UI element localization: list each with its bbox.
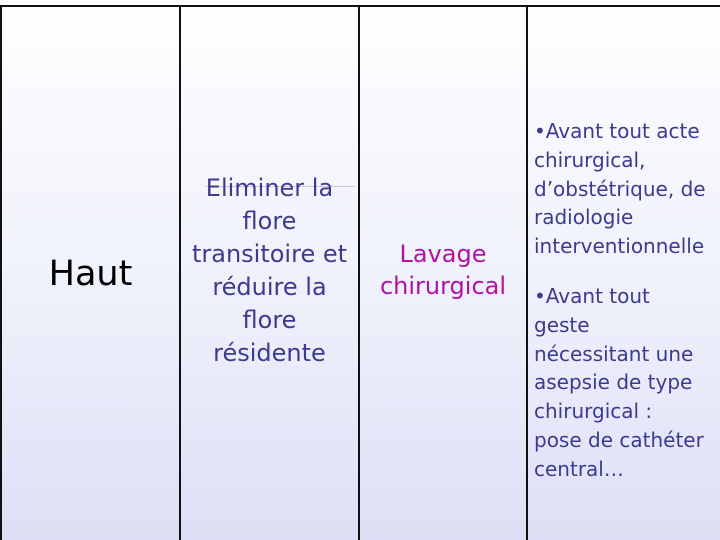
objective-line: Eliminer la	[205, 173, 334, 202]
indication-line: pose de cathéter	[534, 427, 704, 452]
level-cell	[2, 7, 179, 540]
indication-item	[534, 117, 718, 261]
indication-line: radiologie	[534, 205, 634, 230]
indication-line: central…	[534, 456, 624, 481]
technique-cell	[360, 7, 526, 540]
objective-line: flore	[242, 305, 297, 334]
objective-line: flore	[242, 206, 297, 235]
objective-cell	[181, 7, 358, 540]
indication-line: d’obstétrique, de	[534, 176, 706, 201]
indications-list	[534, 117, 718, 484]
indications-cell	[528, 7, 720, 540]
technique-text	[380, 238, 506, 302]
objective-line: réduire la	[212, 272, 327, 301]
indication-line: nécessitant une	[534, 341, 694, 366]
level-text: Haut	[48, 253, 133, 294]
indication-line: •Avant tout acte	[534, 119, 700, 143]
indication-line: chirurgical,	[534, 147, 646, 172]
indication-line: chirurgical :	[534, 399, 653, 424]
indication-item	[534, 282, 718, 484]
indication-line: geste	[534, 312, 590, 337]
indication-line: asepsie de type	[534, 370, 693, 395]
indication-line: •Avant tout	[534, 283, 650, 308]
technique-line: chirurgical	[379, 271, 507, 300]
technique-line: Lavage	[399, 239, 487, 268]
objective-text	[192, 172, 347, 370]
indication-line: interventionnelle	[534, 234, 705, 259]
objective-line: résidente	[213, 338, 326, 367]
objective-line: transitoire et	[191, 239, 348, 268]
